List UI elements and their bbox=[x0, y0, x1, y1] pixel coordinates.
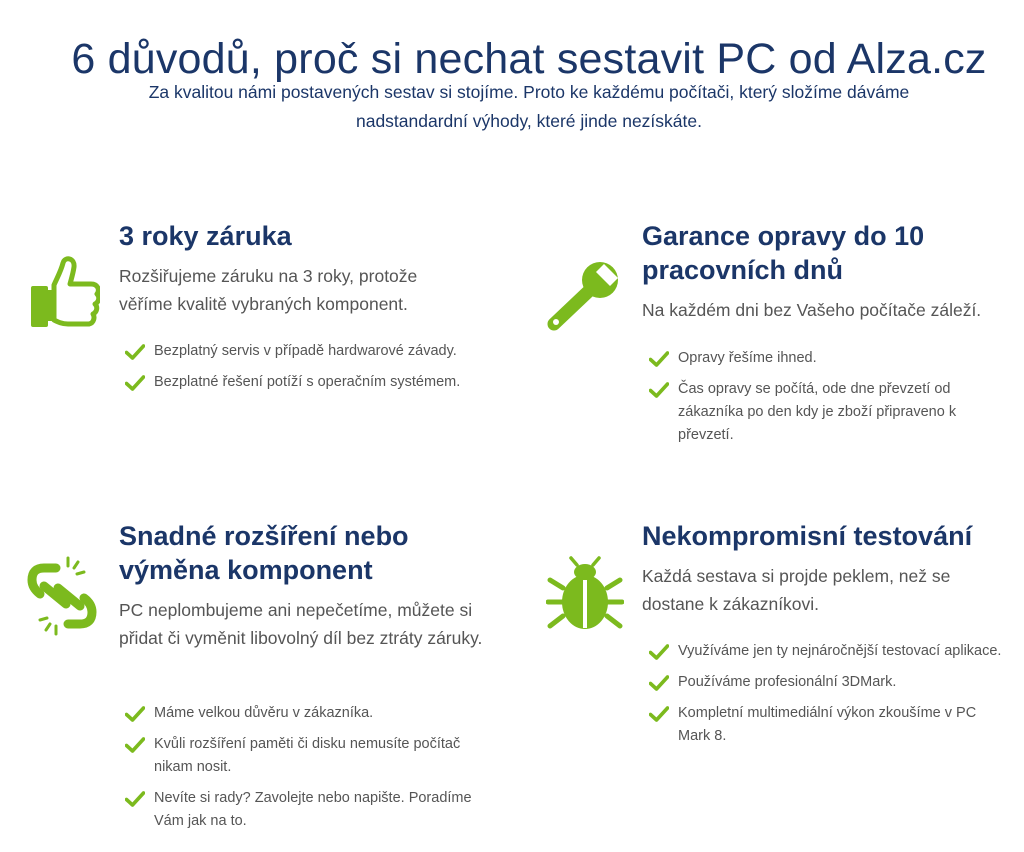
benefit-text: Využíváme jen ty nejnáročnější testovací aplikace. bbox=[678, 643, 1002, 659]
feature-title: Nekompromisní testování bbox=[642, 521, 973, 551]
feature-title: 3 roky záruka bbox=[119, 221, 292, 251]
benefit-list bbox=[645, 640, 1015, 756]
checkmark-icon bbox=[649, 675, 669, 691]
list-item bbox=[645, 702, 998, 748]
list-item bbox=[645, 378, 965, 447]
list-item bbox=[645, 671, 1015, 694]
feature-description: Na každém dni bez Vašeho počítače záleží. bbox=[642, 300, 982, 320]
benefit-text: Opravy řešíme ihned. bbox=[678, 350, 817, 366]
checkmark-icon bbox=[649, 382, 669, 398]
feature-description: PC neplombujeme ani nepečetíme, můžete si přidat či vyměnit libovolný díl bez ztráty záruky. bbox=[119, 600, 483, 648]
checkmark-icon bbox=[125, 791, 145, 807]
feature-description: Každá sestava si projde peklem, než se dostane k zákazníkovi. bbox=[642, 566, 951, 614]
benefit-list bbox=[645, 347, 965, 455]
list-item bbox=[121, 340, 491, 363]
benefit-text: Používáme profesionální 3DMark. bbox=[678, 674, 897, 690]
page-title: 6 důvodů, proč si nechat sestavit PC od Alza.cz bbox=[71, 34, 987, 83]
checkmark-icon bbox=[125, 375, 145, 391]
benefit-text: Bezplatné řešení potíží s operačním systémem. bbox=[154, 374, 461, 390]
bug-icon bbox=[546, 556, 624, 634]
list-item bbox=[121, 371, 491, 394]
feature-description: Rozšiřujeme záruku na 3 roky, protože věříme kvalitě vybraných komponent. bbox=[119, 266, 418, 314]
checkmark-icon bbox=[649, 644, 669, 660]
intro-text bbox=[110, 78, 948, 136]
checkmark-icon bbox=[125, 706, 145, 722]
benefit-list bbox=[121, 702, 491, 841]
wrench-icon bbox=[544, 258, 624, 338]
list-item bbox=[121, 787, 491, 833]
list-item bbox=[645, 347, 965, 370]
broken-link-icon bbox=[22, 556, 102, 636]
checkmark-icon bbox=[125, 737, 145, 753]
benefit-text: Čas opravy se počítá, ode dne převzetí od zákazníka po den kdy je zboží připraveno k převzetí. bbox=[678, 381, 957, 443]
feature-title: Garance opravy do 10 pracovních dnů bbox=[642, 221, 925, 285]
list-item bbox=[645, 640, 1015, 663]
benefit-text: Nevíte si rady? Zavolejte nebo napište. Poradíme Vám jak na to. bbox=[154, 790, 472, 829]
intro-line-1: Za kvalitou námi postavených sestav si stojíme. Proto ke každému počítači, který složíme dáváme bbox=[148, 82, 910, 102]
list-item bbox=[121, 733, 491, 779]
list-item bbox=[121, 702, 491, 725]
benefit-text: Kvůli rozšíření paměti či disku nemusíte počítač nikam nosit. bbox=[154, 736, 461, 775]
intro-line-2: nadstandardní výhody, které jinde nezískáte. bbox=[355, 111, 702, 131]
benefit-text: Bezplatný servis v případě hardwarové závady. bbox=[154, 343, 457, 359]
checkmark-icon bbox=[125, 344, 145, 360]
benefit-list bbox=[121, 340, 491, 402]
benefit-text: Kompletní multimediální výkon zkoušíme v PC Mark 8. bbox=[678, 705, 977, 744]
thumbs-up-icon bbox=[28, 255, 100, 333]
checkmark-icon bbox=[649, 351, 669, 367]
benefit-text: Máme velkou důvěru v zákazníka. bbox=[154, 705, 374, 721]
feature-title: Snadné rozšíření nebo výměna komponent bbox=[119, 521, 409, 585]
checkmark-icon bbox=[649, 706, 669, 722]
